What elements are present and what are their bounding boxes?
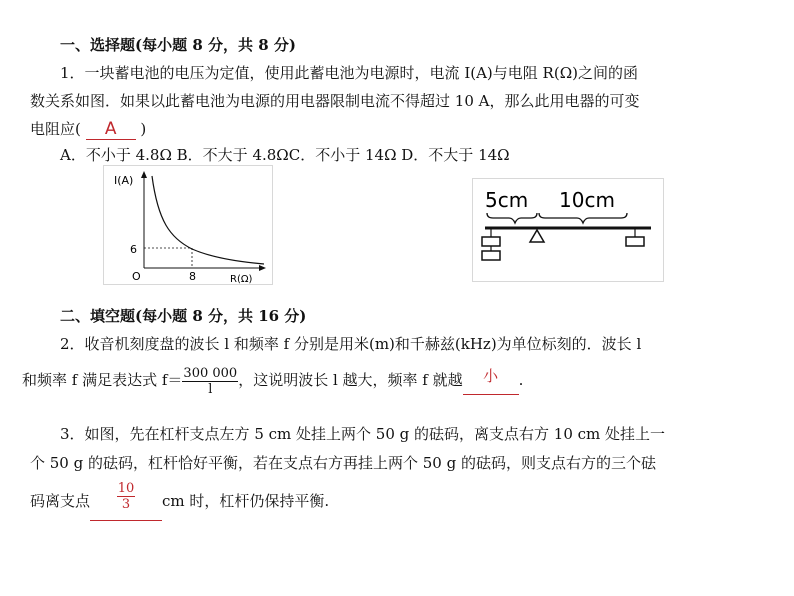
- q2-line2-post: .: [518, 371, 524, 389]
- q3-answer-den: 3: [121, 497, 131, 512]
- q2-frac-num: 300 000: [183, 365, 238, 381]
- q2-line2-mid: ，这说明波长 l 越大，频率 f 就越: [238, 371, 463, 389]
- right-brace: [539, 213, 627, 223]
- q1-answer: A: [86, 119, 136, 140]
- q1-line3: [30, 118, 146, 140]
- section2-title: 二、填空题(每小题 8 分，共 16 分): [60, 307, 307, 325]
- current-resistance-graph: [103, 165, 273, 285]
- left-weight-bottom: [482, 251, 500, 260]
- graph-svg: [104, 166, 272, 284]
- origin-label: O: [132, 270, 141, 283]
- x-tick-8: 8: [189, 270, 196, 283]
- label-10cm: 10cm: [559, 188, 615, 212]
- q3-answer-fraction: [117, 482, 136, 511]
- q1-line3-post: ): [140, 120, 147, 138]
- lever-figure: [472, 178, 664, 282]
- q1-line3-pre: 电阻应(: [30, 120, 81, 138]
- q3-answer-blank: [90, 480, 162, 521]
- left-brace: [487, 213, 537, 223]
- q1-line1: 1．一块蓄电池的电压为定值，使用此蓄电池为电源时，电流 I(A)与电阻 R(Ω)之间的函: [60, 64, 638, 82]
- x-axis-arrow: [259, 265, 266, 271]
- q3-line3-pre: 码离支点: [30, 492, 91, 510]
- hyperbola-curve: [152, 176, 264, 264]
- x-axis-label: R(Ω): [230, 274, 253, 284]
- q3-line2: 个 50 g 的砝码，杠杆恰好平衡，若在支点右方再挂上两个 50 g 的砝码，则支点右方的三个砝: [30, 454, 656, 472]
- q2-fraction: [182, 367, 238, 396]
- q1-options: A．不小于 4.8Ω B．不大于 4.8ΩC．不小于 14Ω D．不大于 14Ω: [60, 146, 510, 164]
- q3-line1: 3．如图，先在杠杆支点左方 5 cm 处挂上两个 50 g 的砝码，离支点右方 10 cm 处挂上一: [60, 425, 666, 443]
- q2-line1: 2．收音机刻度盘的波长 l 和频率 f 分别是用米(m)和千赫兹(kHz)为单位标刻的．波长 l: [60, 335, 642, 353]
- section1-title: 一、选择题(每小题 8 分，共 8 分): [60, 36, 296, 54]
- q2-answer: 小: [463, 358, 519, 395]
- y-axis-label: I(A): [114, 174, 134, 187]
- q3-line3: [30, 481, 329, 523]
- q2-frac-den: l: [208, 381, 213, 397]
- fulcrum: [530, 230, 544, 242]
- left-weight-top: [482, 237, 500, 246]
- lever-svg: [473, 179, 663, 281]
- y-axis-arrow: [141, 171, 147, 178]
- q2-line2: [22, 362, 523, 399]
- q3-line3-post: cm 时，杠杆仍保持平衡.: [162, 492, 330, 510]
- right-weight: [626, 237, 644, 246]
- label-5cm: 5cm: [485, 188, 529, 212]
- q3-answer-num: 10: [117, 481, 135, 496]
- y-tick-6: 6: [130, 243, 137, 256]
- q2-line2-pre: 和频率 f 满足表达式 f＝: [22, 371, 183, 389]
- q1-line2: 数关系如图．如果以此蓄电池为电源的用电器限制电流不得超过 10 A，那么此用电器的可变: [30, 92, 640, 110]
